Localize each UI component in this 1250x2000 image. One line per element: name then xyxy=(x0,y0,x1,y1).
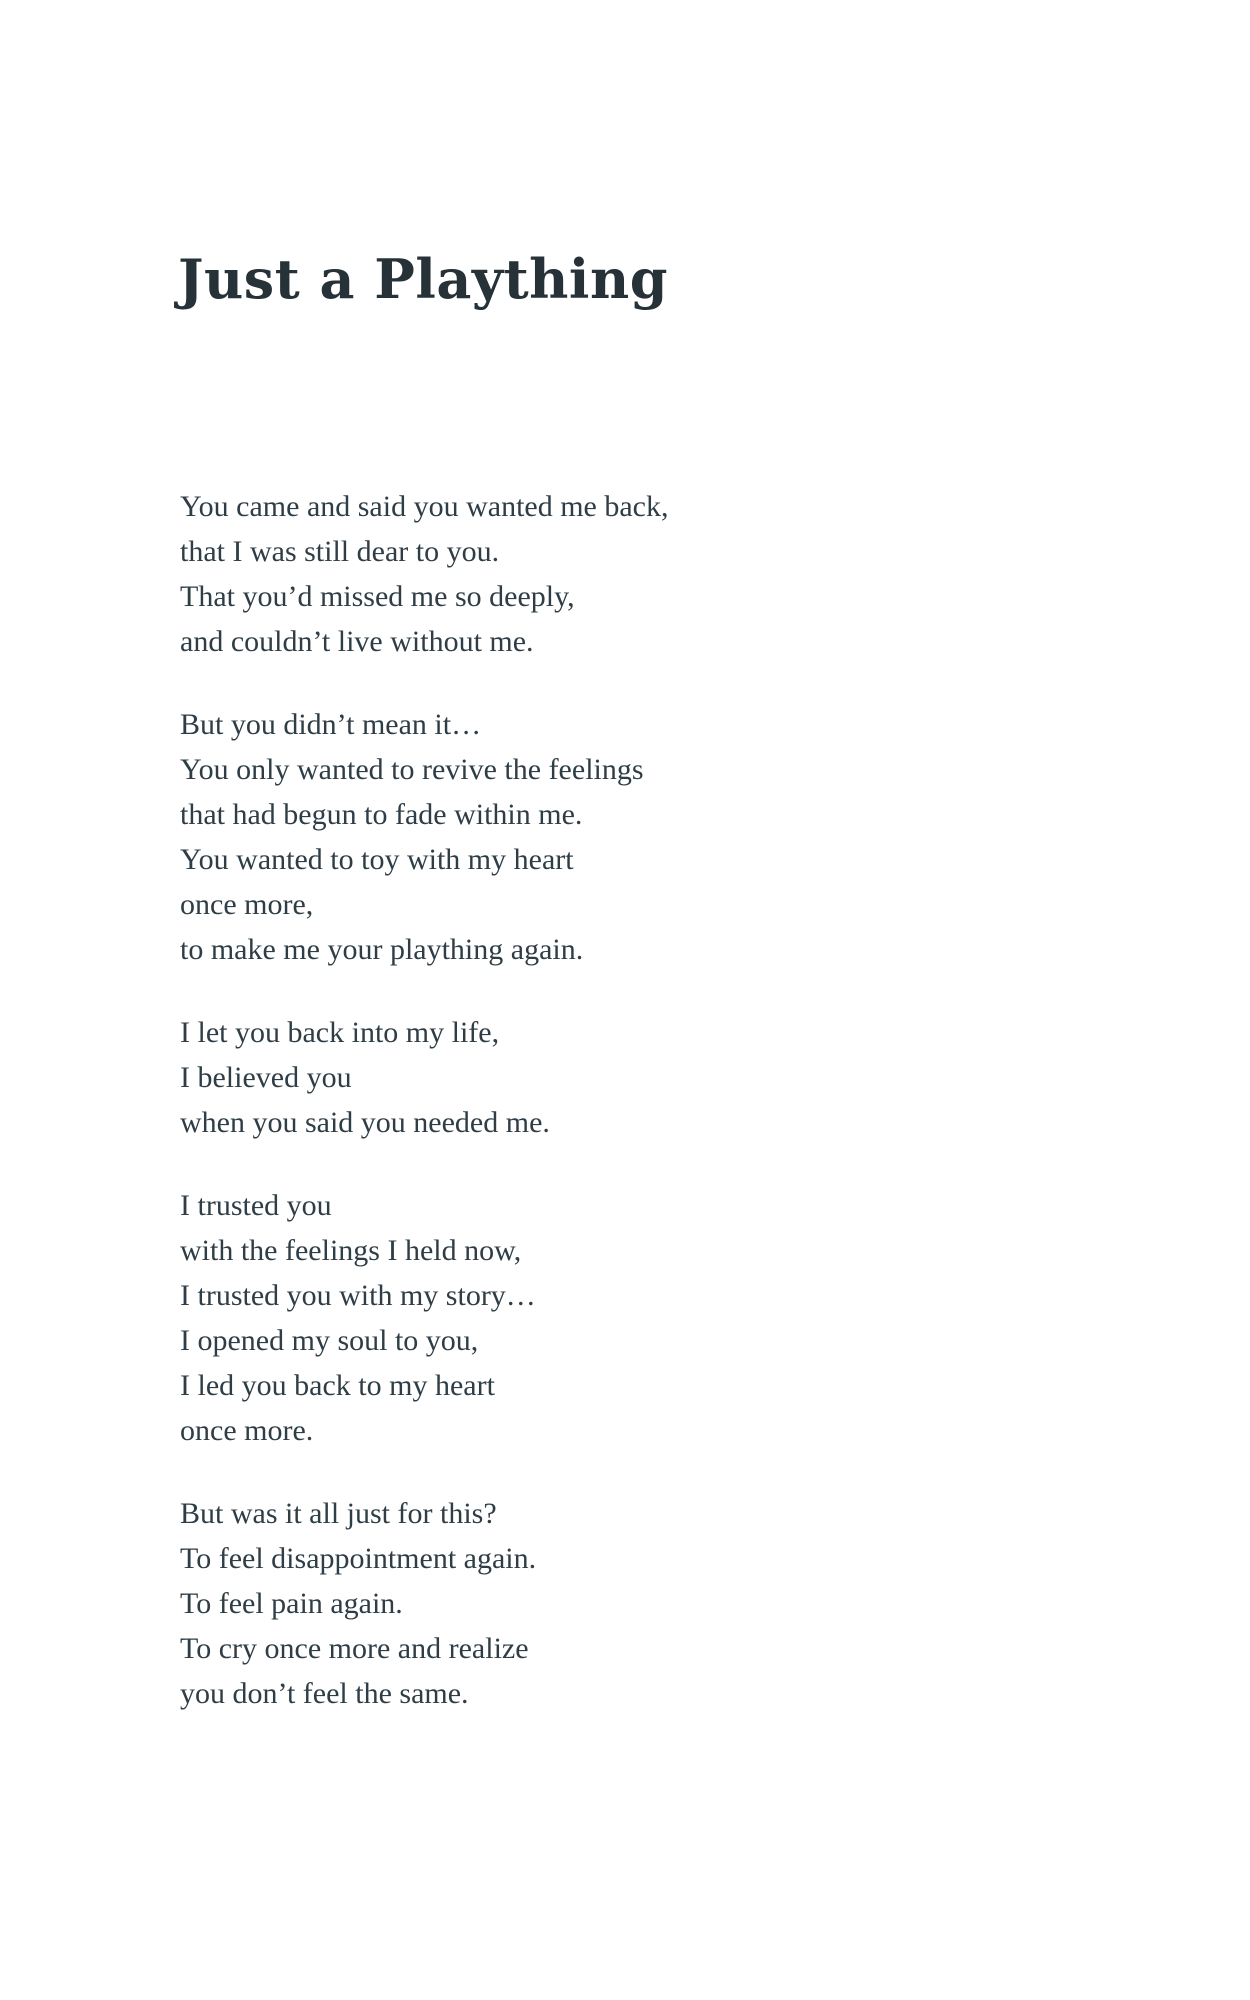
poem-body xyxy=(180,484,900,1716)
poem-line: You came and said you wanted me back, xyxy=(180,490,669,523)
poem-line: when you said you needed me. xyxy=(180,1106,550,1139)
poem-line: But you didn’t mean it… xyxy=(180,708,482,741)
poem-line: To feel pain again. xyxy=(180,1587,403,1620)
stanza-1 xyxy=(180,484,900,664)
poem-line: that I was still dear to you. xyxy=(180,535,500,568)
stanza-2 xyxy=(180,702,900,972)
poem-line: I opened my soul to you, xyxy=(180,1324,479,1357)
stanza-4 xyxy=(180,1183,900,1453)
poem-line: That you’d missed me so deeply, xyxy=(180,580,575,613)
poem-line: you don’t feel the same. xyxy=(180,1677,469,1710)
poem-line: But was it all just for this? xyxy=(180,1497,497,1530)
poem-line: that had begun to fade within me. xyxy=(180,798,583,831)
poem-title: Just a Plaything xyxy=(178,247,668,311)
poem-line: To cry once more and realize xyxy=(180,1632,529,1665)
poem-line: You wanted to toy with my heart xyxy=(180,843,574,876)
poem-line: I let you back into my life, xyxy=(180,1016,500,1049)
poem-line: You only wanted to revive the feelings xyxy=(180,753,644,786)
poem-line: with the feelings I held now, xyxy=(180,1234,522,1267)
stanza-5 xyxy=(180,1491,900,1716)
poem-line: and couldn’t live without me. xyxy=(180,625,534,658)
poem-line: I believed you xyxy=(180,1061,352,1094)
stanza-3 xyxy=(180,1010,900,1145)
poem-line: I trusted you xyxy=(180,1189,332,1222)
poem-line: To feel disappointment again. xyxy=(180,1542,537,1575)
poem-line: once more. xyxy=(180,1414,314,1447)
poem-line: I led you back to my heart xyxy=(180,1369,495,1402)
poem-line: to make me your plaything again. xyxy=(180,933,584,966)
poem-line: once more, xyxy=(180,888,314,921)
poem-line: I trusted you with my story… xyxy=(180,1279,536,1312)
